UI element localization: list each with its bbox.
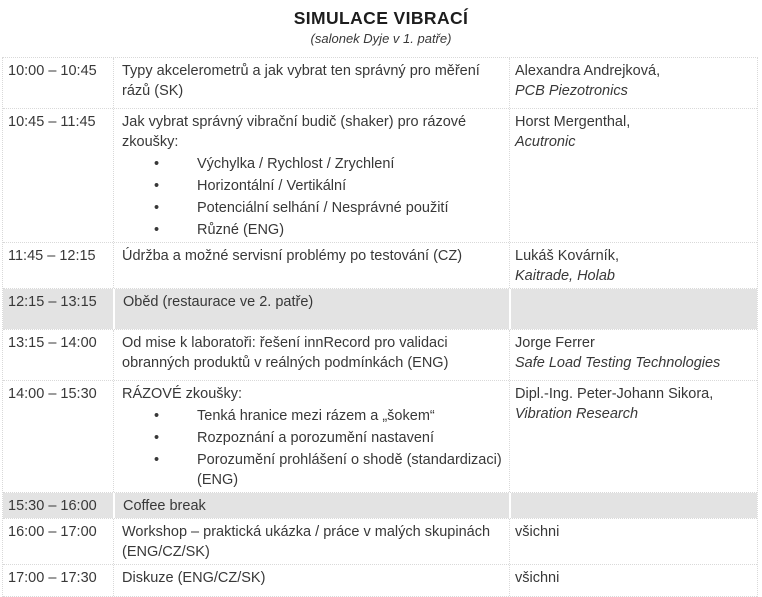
schedule-row — [3, 109, 757, 243]
bullet-text: Rozpoznání a porozumění nastavení — [197, 430, 434, 446]
session-speaker — [509, 493, 757, 518]
bullet-text: Tenká hranice mezi rázem a „šokem“ — [197, 408, 435, 424]
topic-text: Typy akcelerometrů a jak vybrat ten správný pro měření rázů (SK) — [122, 63, 480, 99]
page-subtitle: (salonek Dyje v 1. patře) — [310, 31, 452, 46]
bullet-item — [122, 154, 503, 174]
bullet-item — [122, 406, 503, 426]
speaker-name: Alexandra Andrejková, — [515, 63, 661, 79]
bullet-icon — [154, 220, 197, 240]
session-topic — [113, 381, 509, 492]
schedule-row — [3, 519, 757, 565]
topic-text: RÁZOVÉ zkoušky: — [122, 386, 243, 402]
bullet-item — [122, 450, 503, 490]
bullet-icon — [154, 154, 197, 174]
session-speaker — [509, 289, 757, 329]
session-time: 17:00 – 17:30 — [8, 570, 97, 586]
topic-bullet-list — [122, 154, 503, 240]
topic-bullet-list — [122, 406, 503, 490]
bullet-icon — [154, 428, 197, 448]
schedule-row — [3, 58, 757, 109]
speaker-name: Horst Mergenthal, — [515, 114, 631, 130]
session-time: 14:00 – 15:30 — [8, 386, 97, 402]
session-topic — [113, 519, 509, 564]
speaker-name: všichni — [515, 570, 560, 586]
speaker-organization: Safe Load Testing Technologies — [515, 355, 721, 371]
session-time: 16:00 – 17:00 — [8, 524, 97, 540]
topic-text: Diskuze (ENG/CZ/SK) — [122, 570, 266, 586]
schedule-row-break — [3, 289, 757, 330]
speaker-organization: Kaitrade, Holab — [515, 268, 615, 284]
bullet-text: Potenciální selhání / Nesprávné použití — [197, 200, 449, 216]
topic-text: Od mise k laboratoři: řešení innRecord pro validaci obranných produktů v reálných podmínkách (ENG) — [122, 335, 449, 371]
topic-text: Oběd (restaurace ve 2. patře) — [123, 294, 314, 310]
document-header — [0, 0, 762, 47]
bullet-text: Výchylka / Rychlost / Zrychlení — [197, 156, 395, 172]
bullet-text: Horizontální / Vertikální — [197, 178, 347, 194]
session-topic — [113, 493, 509, 518]
bullet-item — [122, 428, 503, 448]
session-topic — [113, 58, 509, 108]
bullet-icon — [154, 176, 197, 196]
schedule-row — [3, 243, 757, 289]
bullet-item — [122, 176, 503, 196]
topic-text: Workshop – praktická ukázka / práce v malých skupinách (ENG/CZ/SK) — [122, 524, 491, 560]
bullet-item — [122, 198, 503, 218]
schedule-row-break — [3, 493, 757, 519]
session-time: 10:00 – 10:45 — [8, 63, 97, 79]
session-time: 13:15 – 14:00 — [8, 335, 97, 351]
schedule-row — [3, 565, 757, 597]
bullet-icon — [154, 406, 197, 426]
speaker-name: všichni — [515, 524, 560, 540]
bullet-icon — [154, 450, 197, 490]
topic-text: Coffee break — [123, 498, 206, 514]
speaker-organization: Vibration Research — [515, 406, 639, 422]
session-topic — [113, 330, 509, 380]
session-speaker — [509, 519, 757, 564]
schedule-row — [3, 330, 757, 381]
schedule-table — [2, 57, 758, 597]
session-topic — [113, 109, 509, 242]
bullet-text: Různé (ENG) — [197, 222, 285, 238]
session-time: 10:45 – 11:45 — [8, 114, 96, 130]
session-speaker — [509, 565, 757, 596]
schedule-row — [3, 381, 757, 493]
bullet-item — [122, 220, 503, 240]
session-topic — [113, 565, 509, 596]
session-topic — [113, 289, 509, 329]
session-speaker — [509, 330, 757, 380]
session-time: 11:45 – 12:15 — [8, 248, 96, 264]
speaker-organization: PCB Piezotronics — [515, 83, 628, 99]
speaker-organization: Acutronic — [515, 134, 576, 150]
session-speaker — [509, 109, 757, 242]
topic-text: Údržba a možné servisní problémy po testování (CZ) — [122, 248, 463, 264]
bullet-icon — [154, 198, 197, 218]
speaker-name: Dipl.-Ing. Peter-Johann Sikora, — [515, 386, 714, 402]
session-speaker — [509, 243, 757, 288]
session-time: 15:30 – 16:00 — [3, 493, 113, 518]
session-speaker — [509, 58, 757, 108]
bullet-text: Porozumění prohlášení o shodě (standardizaci) (ENG) — [197, 452, 502, 488]
session-time: 12:15 – 13:15 — [3, 289, 113, 329]
speaker-name: Jorge Ferrer — [515, 335, 595, 351]
session-topic — [113, 243, 509, 288]
page-title: SIMULACE VIBRACÍ — [293, 8, 469, 28]
session-speaker — [509, 381, 757, 492]
topic-text: Jak vybrat správný vibrační budič (shaker) pro rázové zkoušky: — [122, 114, 467, 150]
speaker-name: Lukáš Kovárník, — [515, 248, 619, 264]
